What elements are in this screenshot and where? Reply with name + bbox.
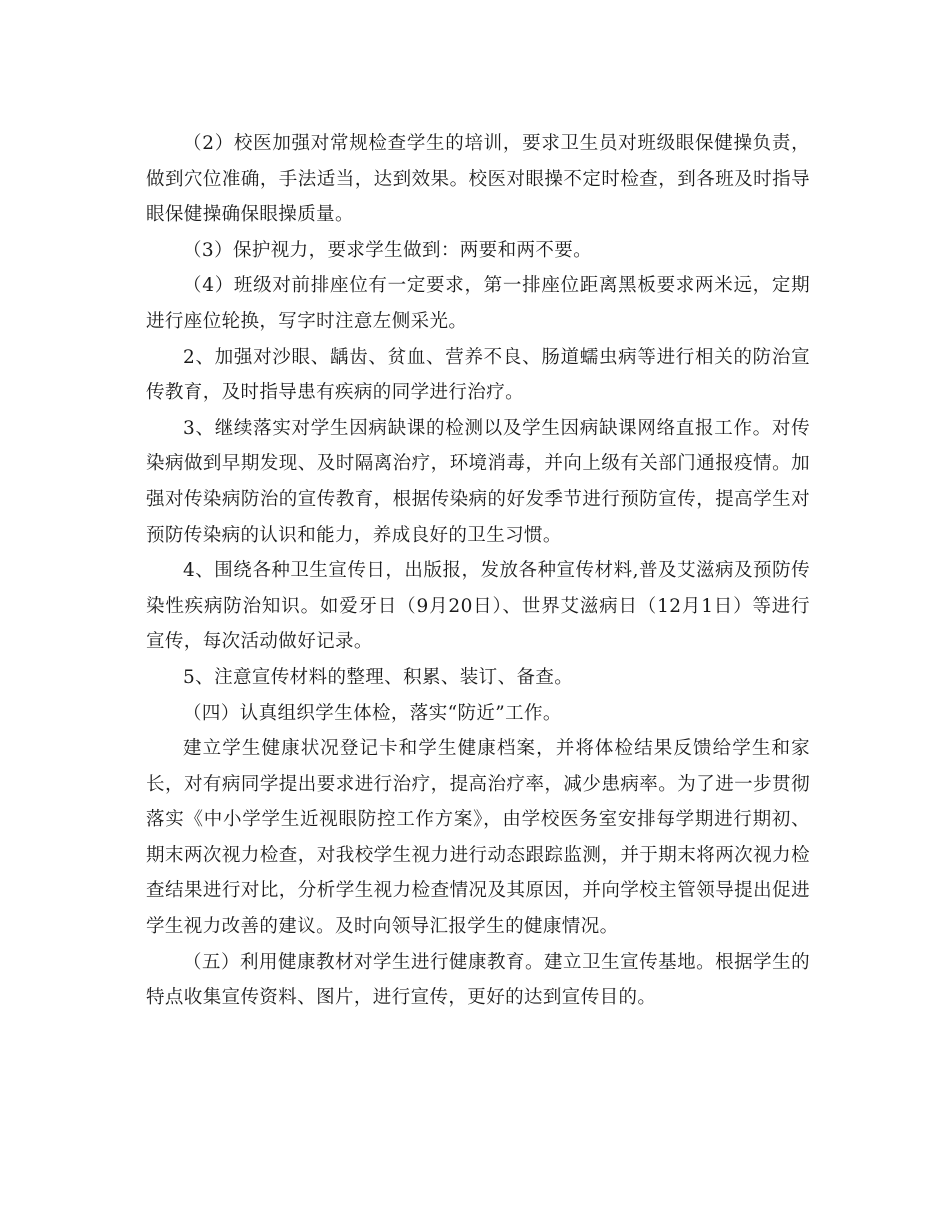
paragraph-materials-archive: 5、注意宣传材料的整理、积累、装订、备查。 bbox=[183, 666, 574, 688]
section-heading-physical-exam: （四）认真组织学生体检，落实“防近”工作。 bbox=[183, 702, 562, 724]
paragraph-eye-exercise-training: （2）校医加强对常规检查学生的培训，要求卫生员对班级眼保健操负责，做到穴位准确，手法适当，达到效果。校医对眼操不定时检查，到各班及时指导眼保健操确保眼操质量。 bbox=[146, 133, 810, 226]
paragraph-health-promotion-days: 4、围绕各种卫生宣传日，出版报，发放各种宣传材料,普及艾滋病及预防传染性疾病防治知识。如爱牙日（9月20日）、世界艾滋病日（12月1日）等进行宣传，每次活动做好记录。 bbox=[146, 560, 810, 653]
document-body bbox=[146, 126, 810, 1016]
paragraph-absence-monitoring: 3、继续落实对学生因病缺课的检测以及学生因病缺课网络直报工作。对传染病做到早期发现、及时隔离治疗，环境消毒，并向上级有关部门通报疫情。加强对传染病防治的宣传教育，根据传染病的好发季节进行预防宣传，提高学生对预防传染病的认识和能力，养成良好的卫生习惯。 bbox=[146, 417, 810, 546]
paragraph-protect-vision: （3）保护视力，要求学生做到：两要和两不要。 bbox=[183, 239, 593, 261]
section-heading-health-education: （五）利用健康教材对学生进行健康教育。建立卫生宣传基地。根据学生的特点收集宣传资料、图片，进行宣传，更好的达到宣传目的。 bbox=[146, 951, 810, 1009]
paragraph-disease-prevention: 2、加强对沙眼、龋齿、贫血、营养不良、肠道蠕虫病等进行相关的防治宣传教育，及时指导患有疾病的同学进行治疗。 bbox=[146, 346, 810, 404]
paragraph-seating-rules: （4）班级对前排座位有一定要求，第一排座位距离黑板要求两米远，定期进行座位轮换，写字时注意左侧采光。 bbox=[146, 275, 810, 332]
paragraph-health-records: 建立学生健康状况登记卡和学生健康档案，并将体检结果反馈给学生和家长，对有病同学提出要求进行治疗，提高治疗率，减少患病率。为了进一步贯彻落实《中小学学生近视眼防控工作方案》，由学校医务室安排每学期进行期初、期末两次视力检查，对我校学生视力进行动态跟踪监测，并于期末将两次视力检查结果进行对比，分析学生视力检查情况及其原因，并向学校主管领导提出促进学生视力改善的建议。及时向领导汇报学生的健康情况。 bbox=[146, 738, 810, 938]
